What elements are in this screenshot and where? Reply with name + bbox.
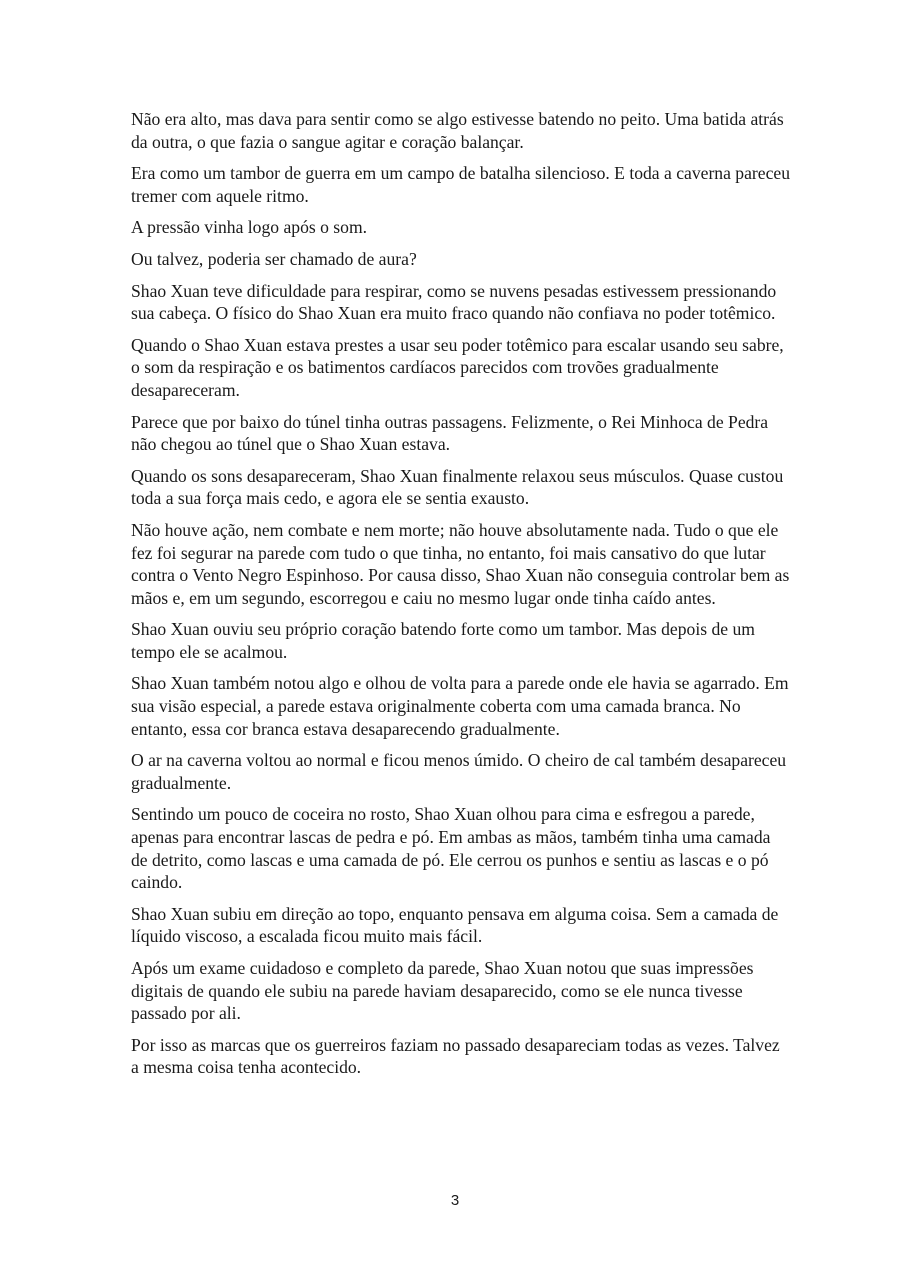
paragraph-6: Quando o Shao Xuan estava prestes a usar seu poder totêmico para escalar usando seu sabre, o som da respiração e os batimentos cardíacos parecidos com trovões gradualmente desapareceram. <box>131 334 784 400</box>
paragraph-3: A pressão vinha logo após o som. <box>131 217 368 238</box>
paragraph-1: Não era alto, mas dava para sentir como se algo estivesse batendo no peito. Uma batida atrás da outra, o que fazia o sangue agitar e coração balançar. <box>131 109 784 152</box>
paragraph-15: Após um exame cuidadoso e completo da parede, Shao Xuan notou que suas impressões digitais de quando ele subiu na parede haviam desaparecido, como se ele nunca tivesse passado por ali. <box>131 958 754 1024</box>
page-body <box>131 108 791 1088</box>
paragraph-8: Quando os sons desapareceram, Shao Xuan finalmente relaxou seus músculos. Quase custou toda a sua força mais cedo, e agora ele se sentia exausto. <box>131 465 784 509</box>
paragraph-11: Shao Xuan também notou algo e olhou de volta para a parede onde ele havia se agarrado. Em sua visão especial, a parede estava originalmente coberta com uma camada branca. No entanto, essa cor branca estava desaparecendo gradualmente. <box>131 673 789 739</box>
paragraph-14: Shao Xuan subiu em direção ao topo, enquanto pensava em alguma coisa. Sem a camada de líquido viscoso, a escalada ficou muito mais fácil. <box>131 903 779 947</box>
paragraph-2: Era como um tambor de guerra em um campo de batalha silencioso. E toda a caverna pareceu tremer com aquele ritmo. <box>131 163 790 206</box>
paragraph-13: Sentindo um pouco de coceira no rosto, Shao Xuan olhou para cima e esfregou a parede, apenas para encontrar lascas de pedra e pó. Em ambas as mãos, também tinha uma camada de detrito, como lascas e uma camada de pó. Ele cerrou os punhos e sentiu as lascas e o pó caindo. <box>131 804 771 893</box>
paragraph-16: Por isso as marcas que os guerreiros faziam no passado desapareciam todas as vezes. Talvez a mesma coisa tenha acontecido. <box>131 1034 780 1078</box>
paragraph-12: O ar na caverna voltou ao normal e ficou menos úmido. O cheiro de cal também desapareceu gradualmente. <box>131 750 787 793</box>
page-number: 3 <box>450 1192 460 1209</box>
paragraph-5: Shao Xuan teve dificuldade para respirar, como se nuvens pesadas estivessem pressionando sua cabeça. O físico do Shao Xuan era muito fraco quando não confiava no poder totêmico. <box>131 280 777 324</box>
paragraph-9: Não houve ação, nem combate e nem morte; não houve absolutamente nada. Tudo o que ele fez foi segurar na parede com tudo o que tinha, no entanto, foi mais cansativo do que lutar contra o Vento Negro Espinhoso. Por causa disso, Shao Xuan não conseguia controlar bem as mãos e, em um segundo, escorregou e caiu no mesmo lugar onde tinha caído antes. <box>131 519 790 608</box>
paragraph-7: Parece que por baixo do túnel tinha outras passagens. Felizmente, o Rei Minhoca de Pedra não chegou ao túnel que o Shao Xuan estava. <box>131 411 769 455</box>
paragraph-10: Shao Xuan ouviu seu próprio coração batendo forte como um tambor. Mas depois de um tempo ele se acalmou. <box>131 619 755 662</box>
paragraph-4: Ou talvez, poderia ser chamado de aura? <box>131 248 417 269</box>
